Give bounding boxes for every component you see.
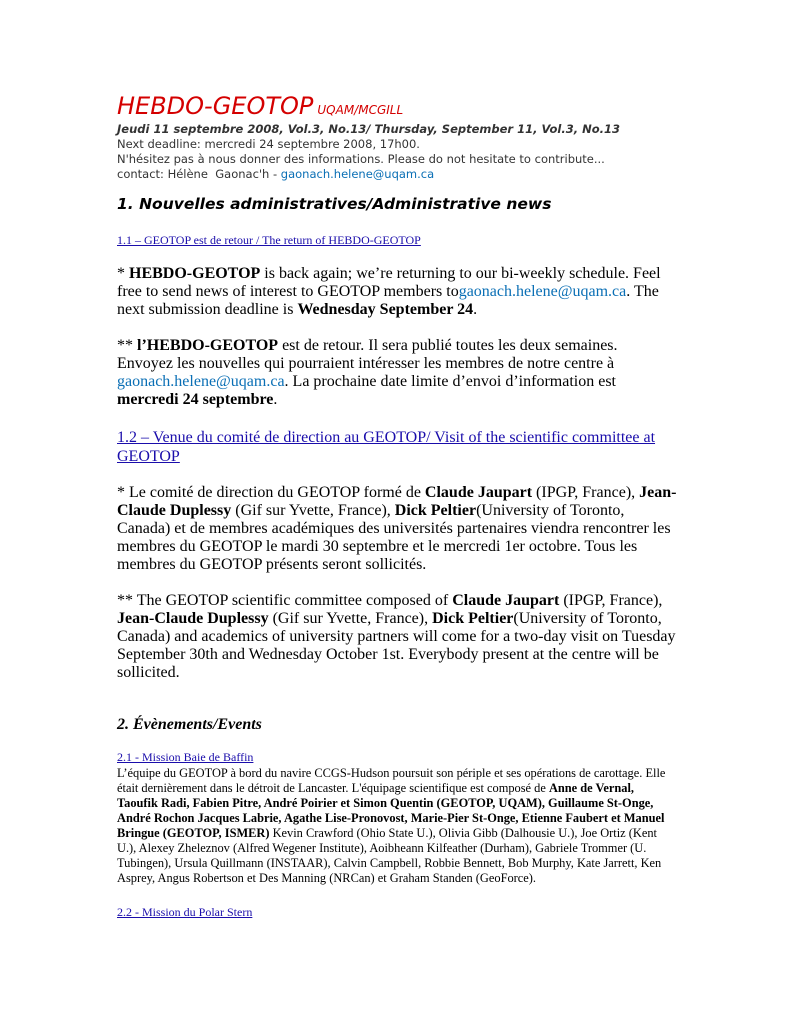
- section-2-heading: 2. Évènements/Events: [117, 716, 262, 733]
- item-1-2-english-paragraph: [117, 592, 677, 682]
- text-span: . The next submission deadline is: [117, 283, 659, 318]
- text-span: (University of Toronto, Canada) et de membres académiques des universités partenaires viendra rencontrer les membres du GEOTOP le mardi 30 septembre et le mercredi 1er octobre. Tous les membres du GEOTOP présents seront sollicités.: [117, 502, 671, 573]
- text-span: L’équipe du GEOTOP à bord du navire CCGS-Hudson poursuit son périple et ses opérations de carottage. Elle était dernièrement dans le détroit de Lancaster. L'équipage scientifique est composé de: [117, 766, 666, 795]
- deadline-line: Next deadline: mercredi 24 septembre 2008, 17h00.: [117, 137, 420, 151]
- text-span: est de retour. Il sera publié toutes les deux semaines. Envoyez les nouvelles qui pourraient intéresser les membres de notre centre à: [117, 337, 618, 372]
- newsletter-page: [117, 92, 677, 921]
- contact-email-link[interactable]: gaonach.helene@uqam.ca: [280, 167, 435, 181]
- section-1-heading: 1. Nouvelles administratives/Administrative news: [117, 195, 552, 213]
- item-1-1-french-paragraph: [117, 337, 677, 409]
- item-1-1-english-paragraph: [117, 265, 677, 319]
- text-span: . La prochaine date limite d’envoi d’information est: [284, 373, 616, 390]
- bold-span: Anne de Vernal, Taoufik Radi, Fabien Pitre, André Poirier et Simon Quentin (GEOTOP, UQAM), Guillaume St-Onge, André Rochon Jacques Labrie, Agathe Lise-Pronovost, Marie-Pier St-Onge, Etienne Faubert et Manuel Bringue (GEOTOP, ISMER): [117, 781, 665, 840]
- item-2-1-paragraph: [117, 766, 677, 886]
- bold-span: Claude Jaupart: [424, 484, 533, 501]
- text-span: (Gif sur Yvette, France),: [231, 502, 395, 519]
- newsletter-subtitle: UQAM/MCGILL: [317, 103, 404, 117]
- text-span: (IPGP, France),: [559, 592, 663, 609]
- email-link[interactable]: gaonach.helene@uqam.ca: [458, 283, 627, 300]
- text-span: * Le comité de direction du GEOTOP formé de: [117, 484, 425, 501]
- bold-span: Dick Peltier: [394, 502, 477, 519]
- item-1-1-link[interactable]: 1.1 – GEOTOP est de retour / The return of HEBDO-GEOTOP: [117, 233, 421, 247]
- bold-span: Wednesday September 24: [297, 301, 474, 318]
- item-1-2-link[interactable]: 1.2 – Venue du comité de direction au GEOTOP/ Visit of the scientific committee at GEOTOP: [117, 429, 656, 465]
- text-span: ** The GEOTOP scientific committee composed of: [117, 592, 453, 609]
- item-1-2-link-wrap: [117, 428, 677, 466]
- header-meta: [117, 122, 677, 182]
- item-2-2-link-wrap: [117, 903, 677, 921]
- text-span: .: [273, 391, 278, 408]
- bold-span: l’HEBDO-GEOTOP: [137, 337, 279, 354]
- text-span: Kevin Crawford (Ohio State U.), Olivia Gibb (Dalhousie U.), Joe Ortiz (Kent U.), Alexey Zheleznov (Alfred Wegener Institute), Aoibheann Kilfeather (Durham), Gabriele Trommer (U. Tubingen), Ursula Quillmann (INSTAAR), Calvin Campbell, Robbie Bennett, Bob Murphy, Kate Jarrett, Ken Asprey, Angus Robertson et Des Manning (NRCan) et Graham Standen (GeoForce).: [117, 826, 662, 885]
- item-1-2-french-paragraph: [117, 484, 677, 574]
- text-span: (University of Toronto, Canada) and academics of university partners will come for a two-day visit on Tuesday September 30th and Wednesday October 1st. Everybody present at the centre will be sollicited.: [117, 610, 676, 681]
- item-2-2-link[interactable]: 2.2 - Mission du Polar Stern: [117, 905, 253, 919]
- item-1-1-link-wrap: [117, 231, 677, 249]
- bold-span: Claude Jaupart: [452, 592, 560, 609]
- item-2-1-link-wrap: [117, 748, 677, 766]
- contact-prefix: contact: Hélène Gaonac'h -: [117, 167, 281, 181]
- bold-span: Jean-Claude Duplessy: [117, 610, 269, 627]
- item-2-1-link[interactable]: 2.1 - Mission Baie de Baffin: [117, 750, 254, 764]
- text-span: .: [473, 301, 478, 318]
- issue-date-line: Jeudi 11 septembre 2008, Vol.3, No.13/ Thursday, September 11, Vol.3, No.13: [117, 122, 621, 136]
- text-span: (Gif sur Yvette, France),: [268, 610, 433, 627]
- newsletter-title: HEBDO-GEOTOP: [117, 92, 314, 120]
- bold-span: HEBDO-GEOTOP: [129, 265, 261, 282]
- bold-span: Dick Peltier: [432, 610, 514, 627]
- contribute-line: N'hésitez pas à nous donner des informations. Please do not hesitate to contribute...: [117, 152, 605, 166]
- text-span: **: [117, 337, 137, 354]
- text-span: (IPGP, France),: [532, 484, 640, 501]
- contact-line: [117, 167, 677, 182]
- bold-span: Jean-Claude Duplessy: [117, 484, 677, 519]
- bold-span: mercredi 24 septembre: [117, 391, 274, 408]
- text-span: *: [117, 265, 129, 282]
- masthead: [117, 92, 677, 122]
- text-span: is back again; we’re returning to our bi-weekly schedule. Feel free to send news of interest to GEOTOP members to: [117, 265, 661, 300]
- email-link[interactable]: gaonach.helene@uqam.ca: [117, 373, 285, 390]
